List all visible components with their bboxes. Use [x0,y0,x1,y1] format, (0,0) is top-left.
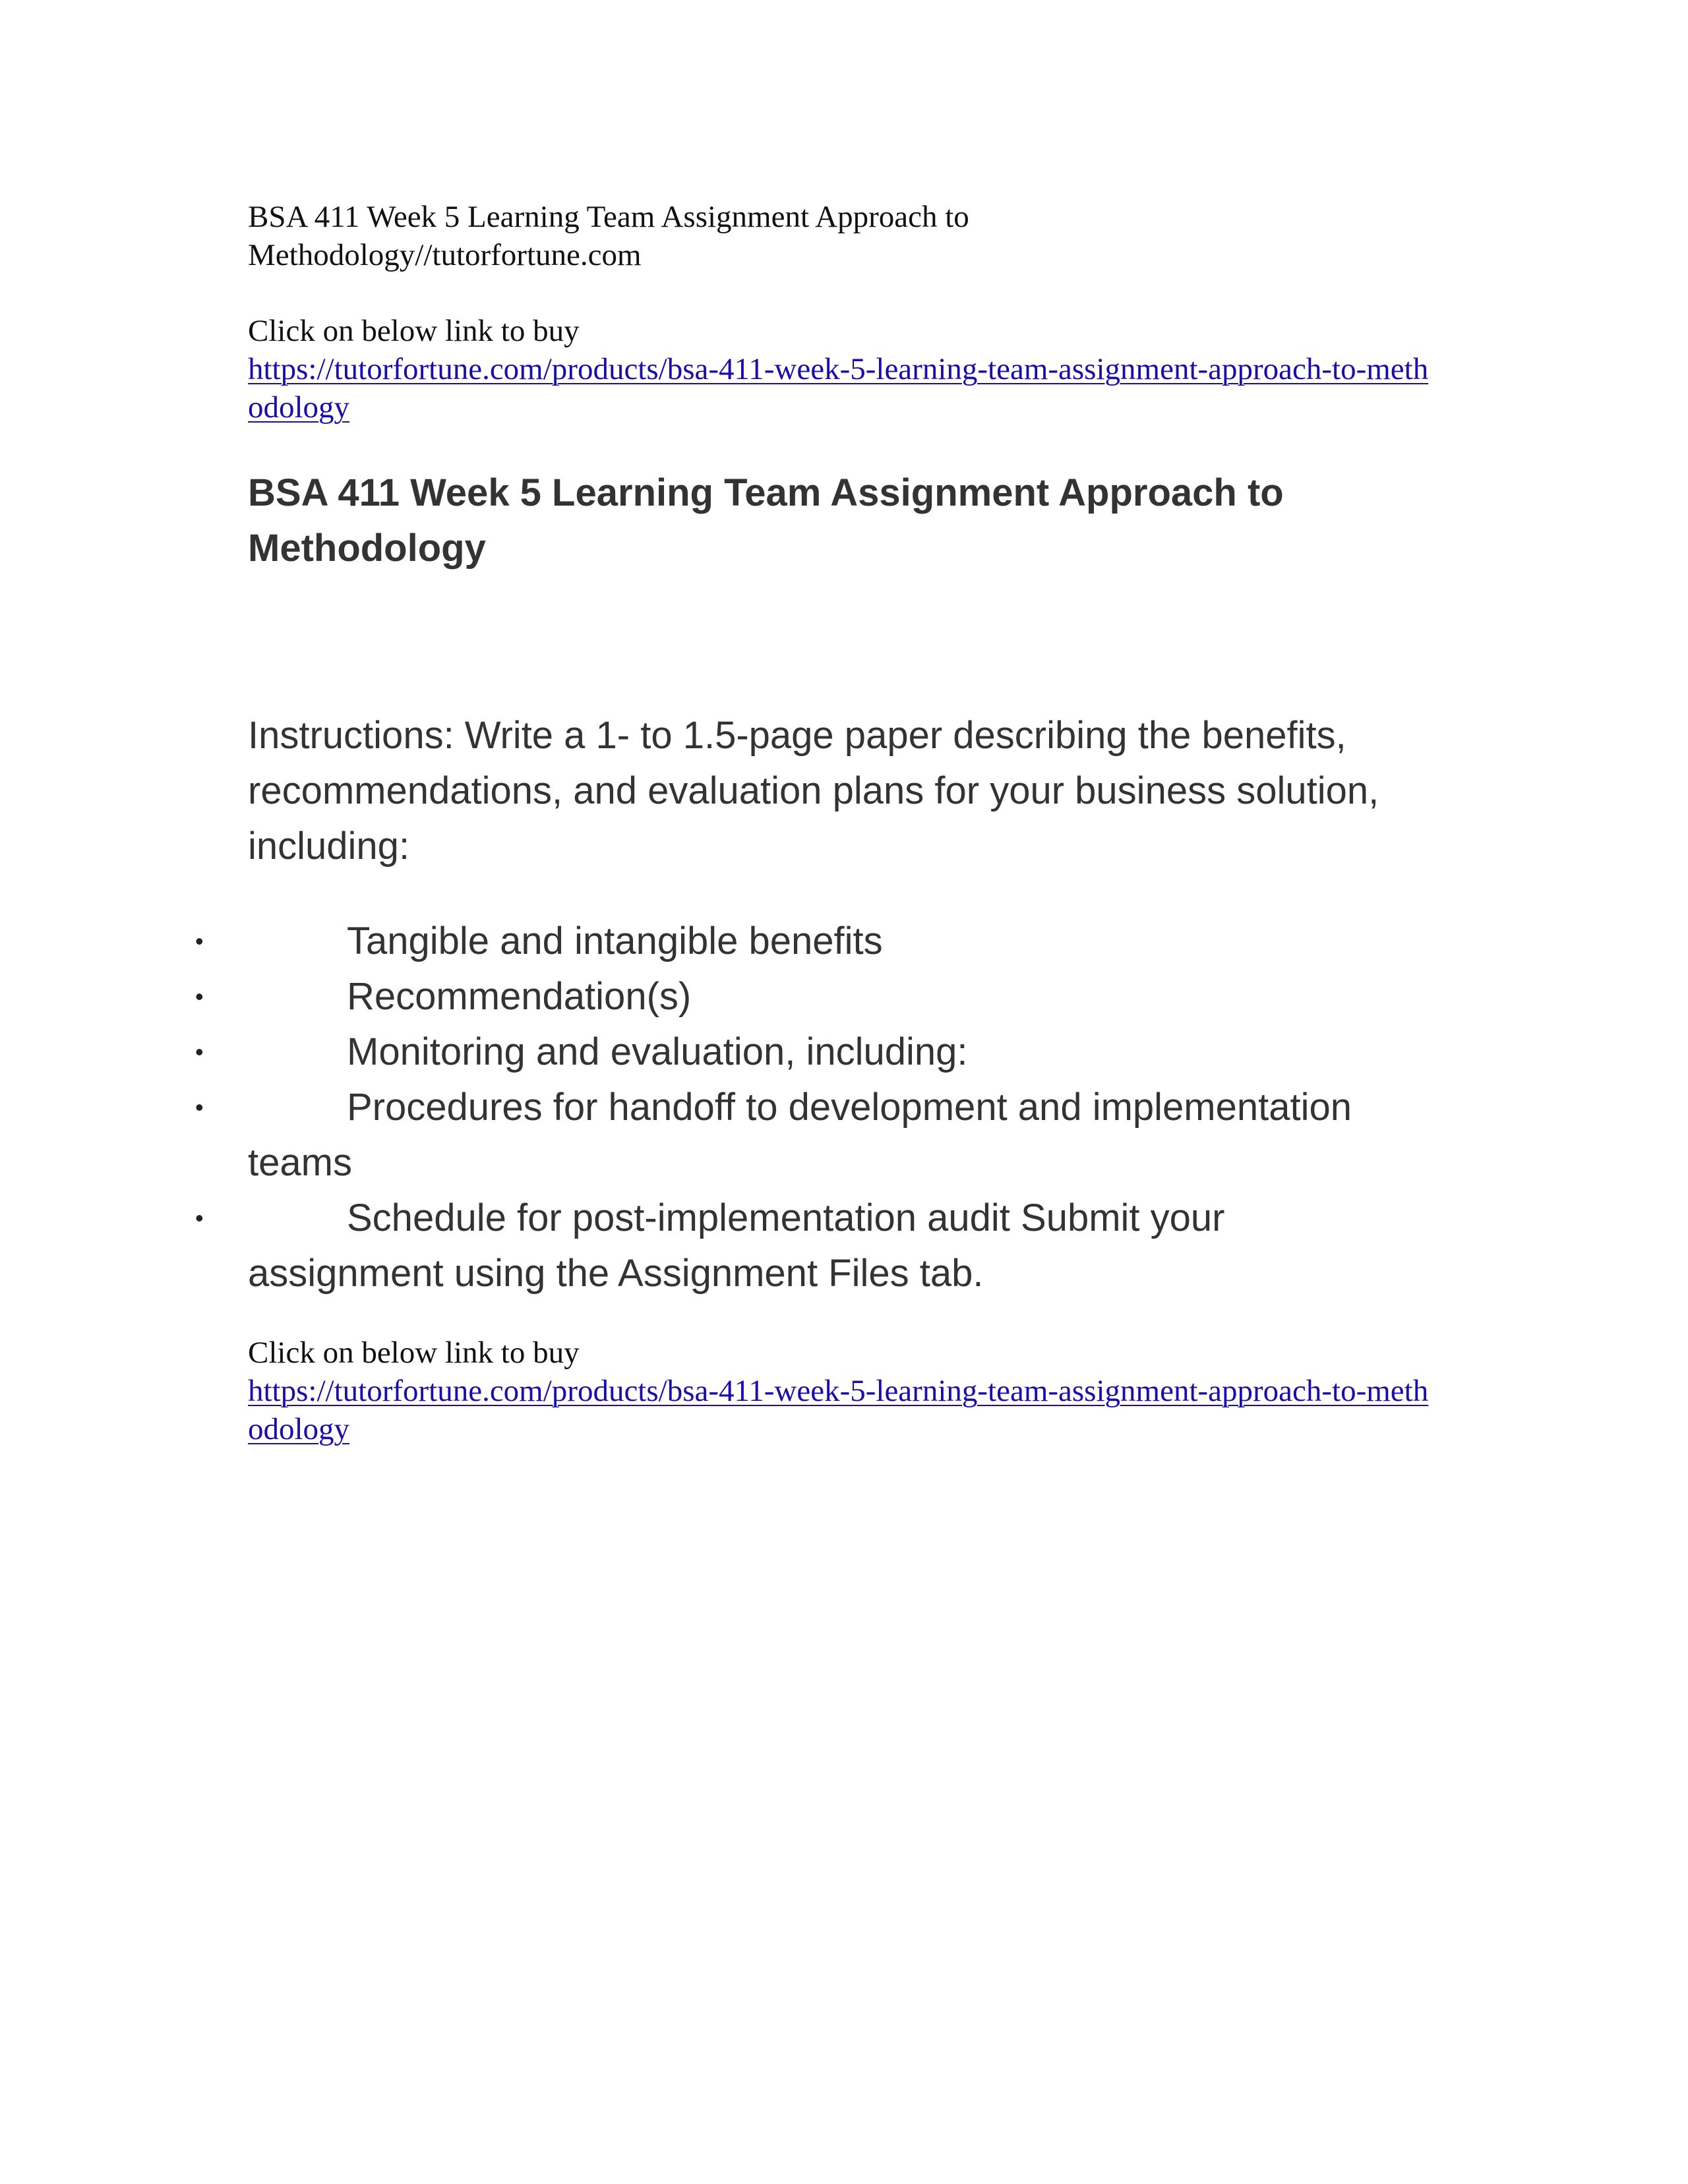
list-item [0,1080,1688,1191]
buy-section-top [248,312,1435,427]
list-item [0,1024,1688,1080]
bullet-icon: • [195,1038,204,1065]
bullet-icon: • [195,1094,204,1121]
list-item [0,969,1688,1024]
document-title [248,198,1435,274]
list-item-text: Tangible and intangible benefits [347,920,883,962]
buy-prompt: Click on below link to buy [248,1336,580,1370]
buy-link[interactable]: https://tutorfortune.com/products/bsa-411-week-5-learning-team-assignment-approach-to-methodology [248,1374,1429,1446]
bullet-icon: • [195,1204,204,1231]
list-item-text: Procedures for handoff to development and implementation teams [248,1086,1352,1184]
requirements-list [0,914,1688,1301]
list-item [0,914,1688,969]
instructions-paragraph: Instructions: Write a 1- to 1.5-page paper describing the benefits, recommendations, and evaluation plans for your business solution, including: [248,714,1379,868]
list-item [0,1191,1688,1301]
document-title-line-1: BSA 411 Week 5 Learning Team Assignment Approach to [248,200,969,234]
page-heading: BSA 411 Week 5 Learning Team Assignment Approach to Methodology [248,471,1284,570]
list-item-text: Schedule for post-implementation audit Submit your assignment using the Assignment Files tab. [248,1196,1225,1295]
buy-prompt: Click on below link to buy [248,314,580,348]
buy-link[interactable]: https://tutorfortune.com/products/bsa-411-week-5-learning-team-assignment-approach-to-methodology [248,352,1429,425]
buy-section-bottom [248,1334,1435,1448]
bullet-icon: • [195,983,204,1010]
bullet-icon: • [195,928,204,955]
list-item-text: Recommendation(s) [347,975,692,1018]
document-title-line-2: Methodology//tutorfortune.com [248,238,642,272]
list-item-text: Monitoring and evaluation, including: [347,1030,968,1073]
